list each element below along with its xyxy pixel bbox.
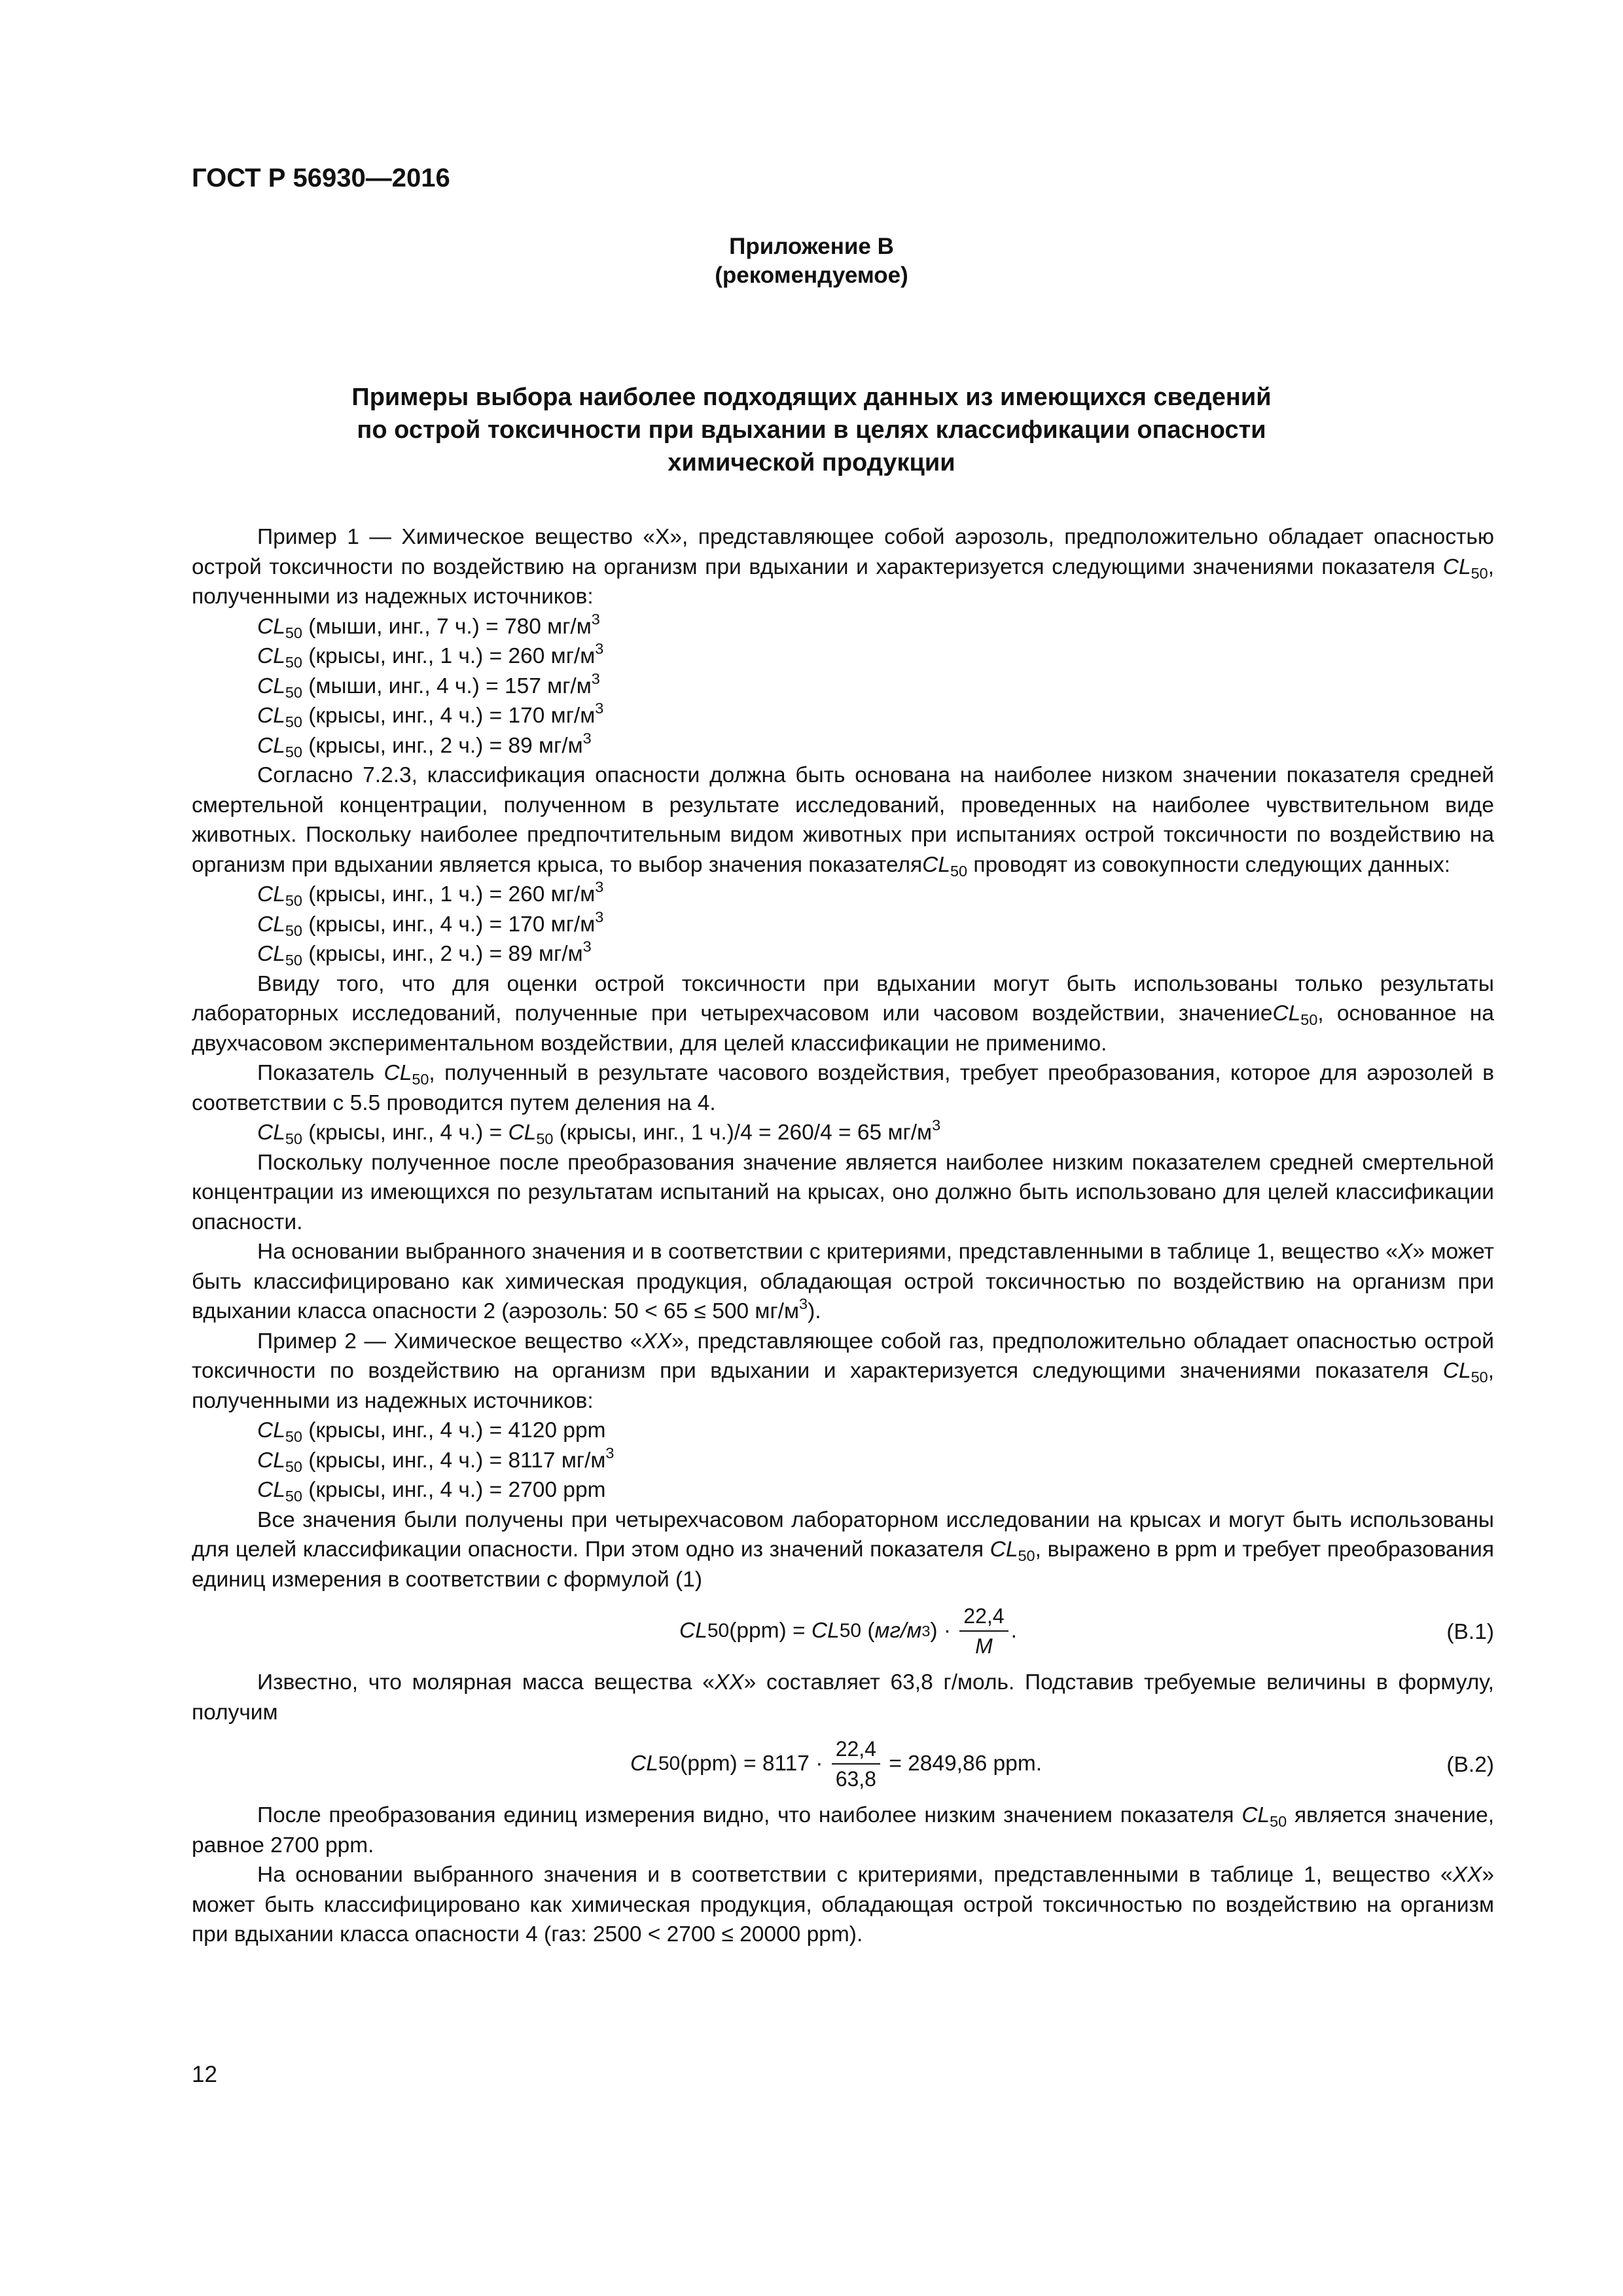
- standard-number: ГОСТ Р 56930—2016: [192, 164, 450, 192]
- value-line: $CL_{50}$ (крысы, инг., 2 ч.) = 89 $мг/м^3$: [257, 729, 592, 761]
- heading-line: Примеры выбора наиболее подходящих данных из имеющихся сведений: [351, 384, 1272, 411]
- paragraph: Согласно 7.2.3, классификация опасности должна быть основана на наиболее низком значении показателя средней смертельной концентрации, полученном в результате исследований, проведенных на наиболее чувствительном виде животных. Поскольку наиболее предпочтительным видом животных при испытаниях острой токсичности по воздействию на организм при вдыхании является крыса, то выбор значения показателяCL$_{50}$ проводят из совокупности следующих данных:: [192, 763, 1494, 880]
- page-number: 12: [192, 2062, 217, 2087]
- heading-line: по острой токсичности при вдыхании в целях классификации опасности: [357, 416, 1266, 444]
- value-line: $CL_{50}$ (крысы, инг., 1 ч.) = 260 $мг/м^3$: [257, 878, 604, 910]
- values-list-3: [192, 1416, 1494, 1505]
- annex-body: [192, 522, 1494, 1950]
- annex-title: Приложение В: [729, 234, 894, 259]
- value-line: $CL_{50}$ (крысы, инг., 4 $ч.) = CL_{50}$ (крысы, инг., 1 ч.)/4 = 260/4 = 65 $мг/м^3$: [257, 1116, 941, 1148]
- paragraph: На основании выбранного значения и в соответствии с критериями, представленными в таблице 1, вещество «X» может быть классифицировано как химическая продукция, обладающая острой токсичностью по воздействию на организм при вдыхании класса опасности 2 (аэрозоль: 50 < 65 ≤ 500 $мг/м^3$).: [192, 1240, 1495, 1323]
- value-line: $CL_{50}$ (крысы, инг., 4 ч.) = 8117 $мг/м^3$: [257, 1444, 615, 1475]
- values-list-2: [192, 880, 1494, 969]
- fraction: $\frac{22,4}{M}$: [959, 1602, 1008, 1660]
- formula-number: (В.2): [1446, 1753, 1494, 1777]
- formula-number: (В.1): [1446, 1620, 1494, 1644]
- value-line: $CL_{50}$ (крысы, инг., 4 ч.) = 4120 ppm: [257, 1418, 606, 1446]
- value-line: $CL_{50}$ (мыши, инг., 4 ч.) = 157 $мг/м^3$: [257, 670, 600, 701]
- value-line: $CL_{50}$ (крысы, инг., 4 ч.) = 170 $мг/м^3$: [257, 908, 604, 939]
- paragraph: Известно, что молярная масса вещества «XX» составляет 63,8 г/моль. Подставив требуемые величины в формулу, получим: [192, 1670, 1494, 1725]
- annex-header: [0, 232, 1623, 290]
- annex-heading: [0, 381, 1623, 479]
- heading-line: химической продукции: [668, 449, 955, 476]
- paragraph: На основании выбранного значения и в соответствии с критериями, представленными в таблице 1, вещество «XX» может быть классифицировано как химическая продукция, обладающая острой токсичностью по воздействию на организм при вдыхании класса опасности 4 (газ: 2500 < 2700 ≤ 20000 ppm).: [192, 1863, 1494, 1946]
- annex-status: (рекомендуемое): [715, 262, 908, 288]
- values-list-1: [192, 612, 1494, 761]
- value-line: $CL_{50}$ (крысы, инг., 2 ч.) = 89 $мг/м^3$: [257, 937, 592, 969]
- value-line: $CL_{50}$ (крысы, инг., 4 ч.) = 170 $мг/м^3$: [257, 699, 604, 731]
- formula-expression: CL 50 (ppm) = CL 50 ( мг/м 3 ) · $\frac{22,4}{M}$ .: [679, 1596, 1017, 1666]
- fraction: $\frac{22,4}{63,8}$: [832, 1734, 880, 1793]
- value-line: $CL_{50}$ (мыши, инг., 7 ч.) = 780 $мг/м^3$: [257, 610, 600, 641]
- formula-b1: [192, 1596, 1494, 1666]
- paragraph: Поскольку полученное после преобразования значение является наиболее низким показателем средней смертельной концентрации из имеющихся по результатам испытаний на крысах, оно должно быть использовано для целей классификации опасности.: [192, 1150, 1494, 1234]
- paragraph-example-1: Пример 1 — Химическое вещество «X», представляющее собой аэрозоль, предположительно обладает опасностью острой токсичности по воздействию на организм при вдыхании и характеризуется следующими значениями показателя $CL_{50}$, полученными из надежных источников:: [192, 525, 1494, 609]
- formula-expression: CL 50 (ppm) = 8117 · $\frac{22,4}{63,8}$ = 2849,86 ppm.: [630, 1729, 1042, 1799]
- value-line: $CL_{50}$ (крысы, инг., 4 ч.) = 2700 ppm: [257, 1478, 606, 1505]
- formula-b2: [192, 1729, 1494, 1799]
- paragraph-example-2: Пример 2 — Химическое вещество «XX», представляющее собой газ, предположительно обладает опасностью острой токсичности по воздействию на организм при вдыхании и характеризуется следующими значениями показателя $CL_{50}$, полученными из надежных источников:: [192, 1329, 1494, 1413]
- paragraph: Ввиду того, что для оценки острой токсичности при вдыхании могут быть использованы только результаты лабораторных исследований, полученные при четырехчасовом или часовом воздействии, значениеCL$_{50}$, основанное на двухчасовом экспериментальном воздействии, для целей классификации не применимо.: [192, 971, 1494, 1056]
- paragraph: Показатель $CL_{50}$, полученный в результате часового воздействия, требует преобразования, которое для аэрозолей в соответствии с 5.5 проводится путем деления на 4.: [192, 1061, 1495, 1115]
- value-line: $CL_{50}$ (крысы, инг., 1 ч.) = 260 $мг/м^3$: [257, 639, 604, 672]
- paragraph: После преобразования единиц измерения видно, что наиболее низким значением показателя $CL_{50}$ является значение, равное 2700 ppm.: [192, 1803, 1495, 1857]
- paragraph: Все значения были получены при четырехчасовом лабораторном исследовании на крысах и могут быть использованы для целей классификации опасности. При этом одно из значений показателя $CL_{50}$, выражено в ppm и требует преобразования единиц измерения в соответствии с формулой (1): [192, 1507, 1494, 1592]
